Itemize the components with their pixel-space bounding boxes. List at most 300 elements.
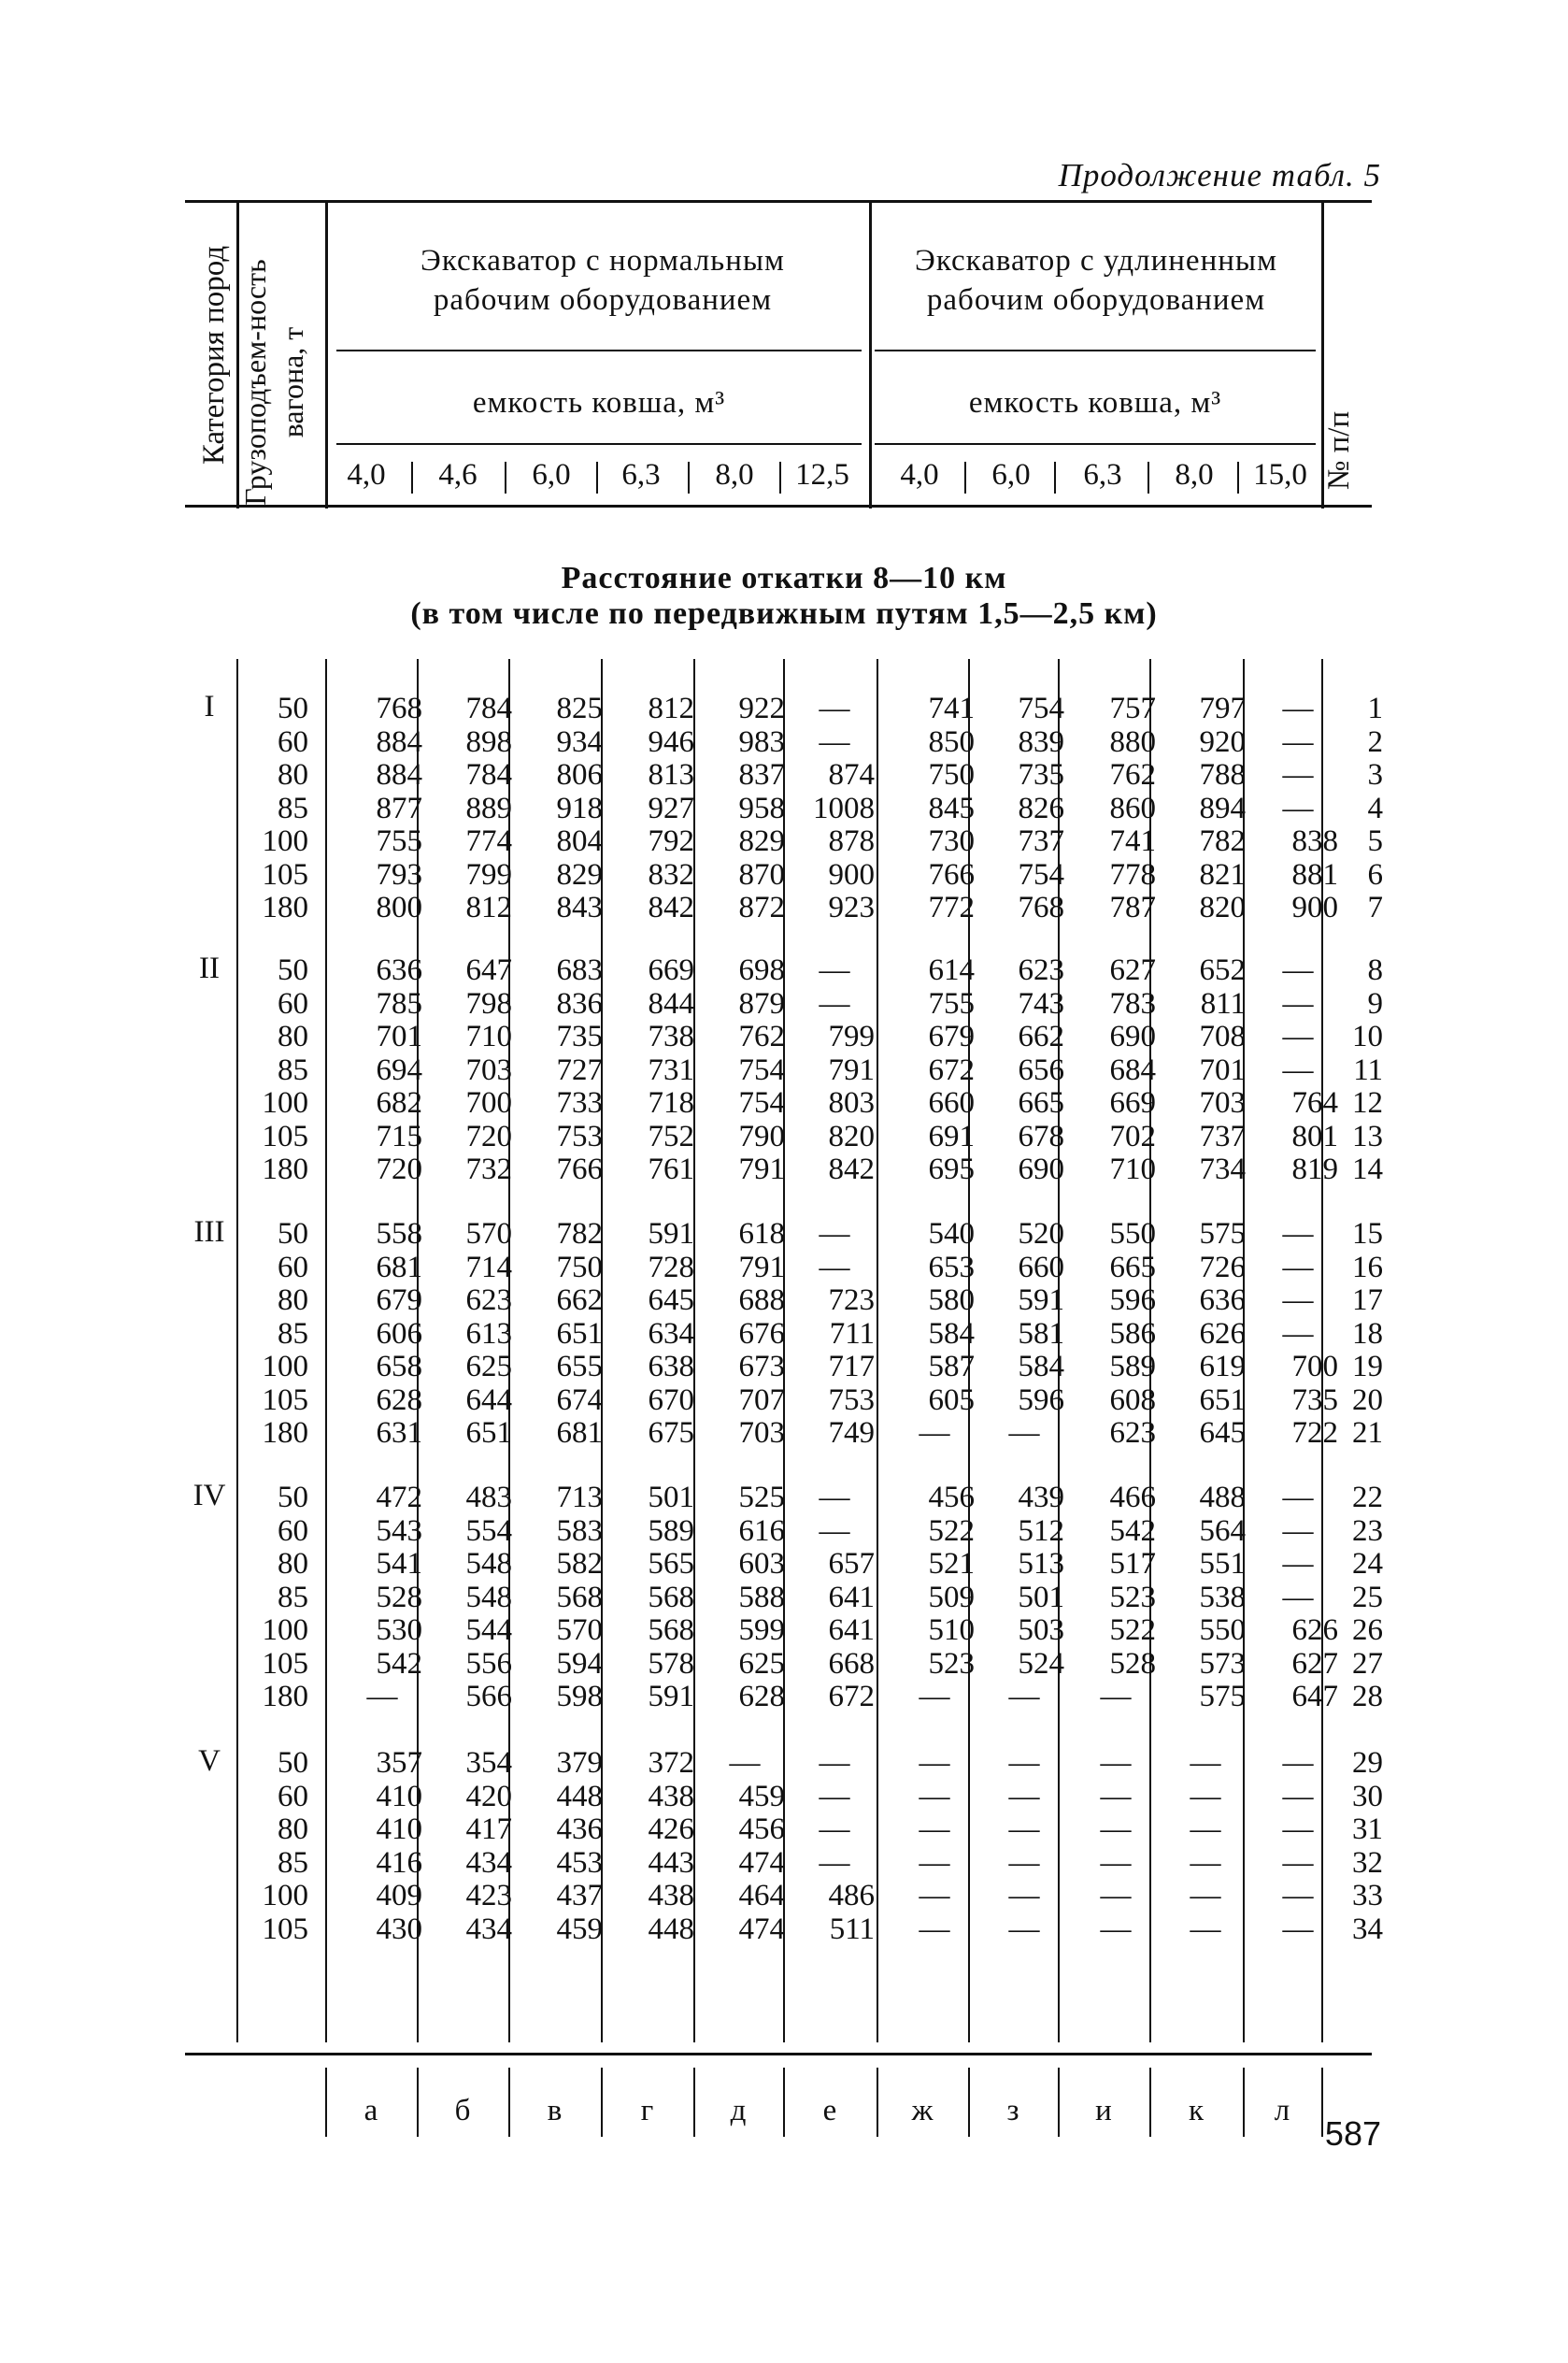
capacity-cell: 50 <box>278 692 308 725</box>
row-number-cell: 17 <box>1352 1283 1383 1317</box>
value-cell: — <box>1100 1680 1132 1713</box>
value-cell: 466 <box>1109 1481 1156 1514</box>
value-cell: — <box>819 1846 850 1880</box>
value-cell: — <box>1282 1217 1314 1251</box>
value-cell: 372 <box>648 1746 694 1780</box>
footer-divider <box>601 2068 603 2137</box>
footer-divider <box>877 2068 878 2137</box>
value-cell: 564 <box>1199 1514 1246 1548</box>
value-cell: 354 <box>465 1746 512 1780</box>
category-label: III <box>193 1215 225 1249</box>
value-cell: — <box>1282 1481 1314 1514</box>
value-cell: 488 <box>1199 1481 1246 1514</box>
category-label: V <box>198 1744 221 1778</box>
bucket-volume-extended: 6,3 <box>1083 458 1122 492</box>
value-cell: 524 <box>1018 1647 1064 1681</box>
column-rule <box>325 659 327 2042</box>
capacity-cell: 85 <box>278 1317 308 1351</box>
value-cell: 627 <box>1109 953 1156 987</box>
footer-column-letter: е <box>822 2094 837 2127</box>
value-cell: 410 <box>376 1780 422 1813</box>
value-cell: 568 <box>556 1581 603 1614</box>
footer-divider <box>968 2068 970 2137</box>
value-cell: 645 <box>648 1283 694 1317</box>
value-cell: 843 <box>556 891 603 924</box>
value-cell: 580 <box>928 1283 975 1317</box>
value-cell: 439 <box>1018 1481 1064 1514</box>
value-cell: 672 <box>828 1680 875 1713</box>
value-cell: 410 <box>376 1812 422 1846</box>
value-cell: 645 <box>1199 1416 1246 1450</box>
value-cell: 701 <box>376 1020 422 1053</box>
value-cell: 438 <box>648 1879 694 1912</box>
bucket-volume-extended: 15,0 <box>1253 458 1307 492</box>
row-number-cell: 1 <box>1367 692 1383 725</box>
bucket-volume-extended: 4,0 <box>900 458 939 492</box>
value-cell: 880 <box>1109 725 1156 759</box>
row-number-cell: 27 <box>1352 1647 1383 1681</box>
value-cell: 618 <box>738 1217 785 1251</box>
value-cell: 690 <box>1018 1153 1064 1186</box>
value-cell: 983 <box>738 725 785 759</box>
value-cell: 898 <box>465 725 512 759</box>
value-cell: 651 <box>1199 1383 1246 1417</box>
value-cell: 755 <box>928 987 975 1021</box>
value-cell: 603 <box>738 1547 785 1581</box>
header-divider <box>869 200 872 508</box>
value-cell: 670 <box>648 1383 694 1417</box>
value-cell: 799 <box>465 858 512 892</box>
capacity-cell: 80 <box>278 1020 308 1053</box>
bucket-volume-normal: 8,0 <box>715 458 754 492</box>
value-cell: 584 <box>1018 1350 1064 1383</box>
row-number-cell: 30 <box>1352 1780 1383 1813</box>
value-cell: — <box>1282 1912 1314 1946</box>
value-cell: 801 <box>1291 1120 1338 1153</box>
value-cell: 459 <box>738 1780 785 1813</box>
value-cell: — <box>1282 758 1314 792</box>
value-cell: 691 <box>928 1120 975 1153</box>
value-cell: 820 <box>1199 891 1246 924</box>
value-cell: 735 <box>1018 758 1064 792</box>
value-cell: — <box>1190 1846 1221 1880</box>
page-number: 587 <box>1324 2114 1381 2153</box>
value-cell: 784 <box>465 692 512 725</box>
row-number-cell: 3 <box>1367 758 1383 792</box>
value-cell: — <box>919 1416 950 1450</box>
value-cell: 700 <box>465 1086 512 1120</box>
row-number-cell: 22 <box>1352 1481 1383 1514</box>
value-cell: 766 <box>928 858 975 892</box>
normal-group-header: Экскаватор с нормальным рабочим оборудованием <box>421 244 785 317</box>
value-cell: 513 <box>1018 1547 1064 1581</box>
value-cell: 782 <box>1199 824 1246 858</box>
value-cell: 894 <box>1199 792 1246 825</box>
value-cell: 877 <box>376 792 422 825</box>
header-bottom-rule <box>185 505 1372 508</box>
value-cell: 423 <box>465 1879 512 1912</box>
capacity-cell: 105 <box>262 1383 308 1417</box>
value-cell: — <box>919 1746 950 1780</box>
value-cell: — <box>1100 1846 1132 1880</box>
value-cell: — <box>919 1846 950 1880</box>
value-cell: — <box>1190 1879 1221 1912</box>
value-cell: 456 <box>928 1481 975 1514</box>
continuation-label: Продолжение табл. 5 <box>1058 157 1381 193</box>
group-rule <box>875 350 1316 351</box>
row-number-cell: 8 <box>1367 953 1383 987</box>
value-cell: 626 <box>1291 1613 1338 1647</box>
capacity-cell: 80 <box>278 758 308 792</box>
value-cell: 732 <box>465 1153 512 1186</box>
value-cell: — <box>1008 1780 1040 1813</box>
capacity-header: Грузоподъем-ность вагона, т <box>238 259 309 506</box>
row-number-cell: 4 <box>1367 792 1383 825</box>
value-cell: 474 <box>738 1846 785 1880</box>
value-cell: 753 <box>556 1120 603 1153</box>
value-cell: — <box>1100 1912 1132 1946</box>
value-cell: — <box>1282 1053 1314 1087</box>
value-cell: 472 <box>376 1481 422 1514</box>
value-cell: 832 <box>648 858 694 892</box>
volume-tick <box>505 462 506 494</box>
value-cell: 792 <box>648 824 694 858</box>
value-cell: 631 <box>376 1416 422 1450</box>
value-cell: 958 <box>738 792 785 825</box>
footer-divider <box>417 2068 419 2137</box>
value-cell: 679 <box>928 1020 975 1053</box>
value-cell: 675 <box>648 1416 694 1450</box>
value-cell: 860 <box>1109 792 1156 825</box>
value-cell: 812 <box>648 692 694 725</box>
value-cell: 575 <box>1199 1217 1246 1251</box>
value-cell: 509 <box>928 1581 975 1614</box>
value-cell: — <box>819 987 850 1021</box>
value-cell: 714 <box>465 1251 512 1284</box>
value-cell: 845 <box>928 792 975 825</box>
value-cell: — <box>1100 1780 1132 1813</box>
value-cell: 837 <box>738 758 785 792</box>
value-cell: 701 <box>1199 1053 1246 1087</box>
value-cell: 934 <box>556 725 603 759</box>
value-cell: 581 <box>1018 1317 1064 1351</box>
value-cell: 662 <box>556 1283 603 1317</box>
value-cell: 836 <box>556 987 603 1021</box>
value-cell: — <box>1100 1746 1132 1780</box>
value-cell: 879 <box>738 987 785 1021</box>
value-cell: 684 <box>1109 1053 1156 1087</box>
category-label: I <box>204 690 215 723</box>
value-cell: 737 <box>1199 1120 1246 1153</box>
capacity-cell: 50 <box>278 1481 308 1514</box>
value-cell: 464 <box>738 1879 785 1912</box>
value-cell: 426 <box>648 1812 694 1846</box>
value-cell: 551 <box>1199 1547 1246 1581</box>
value-cell: — <box>1008 1879 1040 1912</box>
value-cell: 672 <box>928 1053 975 1087</box>
value-cell: — <box>1282 1780 1314 1813</box>
value-cell: — <box>819 1746 850 1780</box>
value-cell: 1008 <box>813 792 875 825</box>
value-cell: 927 <box>648 792 694 825</box>
bucket-volume-normal: 6,3 <box>621 458 661 492</box>
capacity-cell: 105 <box>262 1912 308 1946</box>
capacity-cell: 105 <box>262 858 308 892</box>
value-cell: 703 <box>1199 1086 1246 1120</box>
value-cell: 839 <box>1018 725 1064 759</box>
capacity-cell: 50 <box>278 1746 308 1780</box>
value-cell: — <box>1190 1812 1221 1846</box>
capacity-cell: 100 <box>262 824 308 858</box>
value-cell: 647 <box>465 953 512 987</box>
row-number-cell: 15 <box>1352 1217 1383 1251</box>
footer-divider <box>1321 2068 1323 2137</box>
value-cell: 785 <box>376 987 422 1021</box>
footer-column-letter: а <box>363 2094 378 2127</box>
value-cell: 544 <box>465 1613 512 1647</box>
value-cell: 660 <box>928 1086 975 1120</box>
value-cell: 660 <box>1018 1251 1064 1284</box>
value-cell: 726 <box>1199 1251 1246 1284</box>
value-cell: — <box>819 1514 850 1548</box>
value-cell: 752 <box>648 1120 694 1153</box>
value-cell: 523 <box>1109 1581 1156 1614</box>
value-cell: 702 <box>1109 1120 1156 1153</box>
value-cell: 738 <box>648 1020 694 1053</box>
value-cell: 575 <box>1199 1680 1246 1713</box>
value-cell: 768 <box>1018 891 1064 924</box>
footer-divider <box>508 2068 510 2137</box>
row-number-cell: 16 <box>1352 1251 1383 1284</box>
footer-rule <box>185 2053 1372 2055</box>
row-number-cell: 12 <box>1352 1086 1383 1120</box>
value-cell: 733 <box>556 1086 603 1120</box>
row-number-cell: 23 <box>1352 1514 1383 1548</box>
value-cell: 653 <box>928 1251 975 1284</box>
row-number-cell: 2 <box>1367 725 1383 759</box>
value-cell: 409 <box>376 1879 422 1912</box>
value-cell: 434 <box>465 1912 512 1946</box>
footer-column-letter: д <box>730 2094 747 2127</box>
value-cell: 878 <box>828 824 875 858</box>
footer-column-letter: к <box>1188 2094 1205 2127</box>
capacity-cell: 85 <box>278 792 308 825</box>
value-cell: 438 <box>648 1780 694 1813</box>
value-cell: 788 <box>1199 758 1246 792</box>
value-cell: 596 <box>1109 1283 1156 1317</box>
value-cell: 683 <box>556 953 603 987</box>
value-cell: — <box>1190 1780 1221 1813</box>
value-cell: 598 <box>556 1680 603 1713</box>
value-cell: 434 <box>465 1846 512 1880</box>
volume-tick <box>411 462 413 494</box>
value-cell: 727 <box>556 1053 603 1087</box>
value-cell: 766 <box>556 1153 603 1186</box>
value-cell: 453 <box>556 1846 603 1880</box>
value-cell: 655 <box>556 1350 603 1383</box>
footer-divider <box>783 2068 785 2137</box>
value-cell: 543 <box>376 1514 422 1548</box>
value-cell: 811 <box>1200 987 1246 1021</box>
row-number-cell: 6 <box>1367 858 1383 892</box>
value-cell: 784 <box>465 758 512 792</box>
value-cell: 790 <box>738 1120 785 1153</box>
value-cell: 521 <box>928 1547 975 1581</box>
value-cell: 826 <box>1018 792 1064 825</box>
value-cell: 881 <box>1291 858 1338 892</box>
row-number-cell: 31 <box>1352 1812 1383 1846</box>
value-cell: — <box>1282 1746 1314 1780</box>
bucket-volume-extended: 6,0 <box>991 458 1031 492</box>
value-cell: 703 <box>465 1053 512 1087</box>
value-cell: 628 <box>738 1680 785 1713</box>
value-cell: 420 <box>465 1780 512 1813</box>
bucket-volume-normal: 4,6 <box>438 458 478 492</box>
value-cell: 918 <box>556 792 603 825</box>
value-cell: 443 <box>648 1846 694 1880</box>
volume-tick <box>1237 462 1239 494</box>
value-cell: 884 <box>376 725 422 759</box>
value-cell: 749 <box>828 1416 875 1450</box>
value-cell: 711 <box>829 1317 875 1351</box>
value-cell: 528 <box>1109 1647 1156 1681</box>
row-number-cell: 14 <box>1352 1153 1383 1186</box>
value-cell: 700 <box>1291 1350 1338 1383</box>
footer-column-letter: з <box>1006 2094 1019 2127</box>
value-cell: 674 <box>556 1383 603 1417</box>
value-cell: 737 <box>1018 824 1064 858</box>
value-cell: 688 <box>738 1283 785 1317</box>
value-cell: — <box>1282 1812 1314 1846</box>
value-cell: 627 <box>1291 1647 1338 1681</box>
value-cell: 512 <box>1018 1514 1064 1548</box>
row-number-cell: 5 <box>1367 824 1383 858</box>
value-cell: 647 <box>1291 1680 1338 1713</box>
value-cell: 525 <box>738 1481 785 1514</box>
value-cell: 829 <box>738 824 785 858</box>
value-cell: 825 <box>556 692 603 725</box>
value-cell: 583 <box>556 1514 603 1548</box>
value-cell: 728 <box>648 1251 694 1284</box>
value-cell: 754 <box>1018 858 1064 892</box>
value-cell: 591 <box>648 1680 694 1713</box>
value-cell: 678 <box>1018 1120 1064 1153</box>
value-cell: 782 <box>556 1217 603 1251</box>
value-cell: 641 <box>828 1613 875 1647</box>
extended-group-header: Экскаватор с удлиненным рабочим оборудованием <box>915 244 1277 317</box>
value-cell: 511 <box>829 1912 875 1946</box>
value-cell: 754 <box>738 1053 785 1087</box>
row-number-cell: 7 <box>1367 891 1383 924</box>
value-cell: 591 <box>648 1217 694 1251</box>
capacity-cell: 100 <box>262 1613 308 1647</box>
row-number-cell: 18 <box>1352 1317 1383 1351</box>
footer-divider <box>1058 2068 1060 2137</box>
value-cell: 665 <box>1018 1086 1064 1120</box>
value-cell: — <box>366 1680 398 1713</box>
value-cell: 588 <box>738 1581 785 1614</box>
capacity-cell: 80 <box>278 1812 308 1846</box>
value-cell: 522 <box>1109 1613 1156 1647</box>
value-cell: 379 <box>556 1746 603 1780</box>
value-cell: 528 <box>376 1581 422 1614</box>
value-cell: 541 <box>376 1547 422 1581</box>
value-cell: 717 <box>828 1350 875 1383</box>
value-cell: 750 <box>556 1251 603 1284</box>
value-cell: — <box>819 1481 850 1514</box>
value-cell: — <box>1008 1912 1040 1946</box>
value-cell: 735 <box>556 1020 603 1053</box>
value-cell: 806 <box>556 758 603 792</box>
value-cell: — <box>819 1251 850 1284</box>
value-cell: 558 <box>376 1217 422 1251</box>
value-cell: 804 <box>556 824 603 858</box>
value-cell: 565 <box>648 1547 694 1581</box>
value-cell: 596 <box>1018 1383 1064 1417</box>
bucket-label-normal: емкость ковша, м³ <box>472 386 726 420</box>
value-cell: 768 <box>376 692 422 725</box>
value-cell: 800 <box>376 891 422 924</box>
section-title: Расстояние откатки 8—10 км <box>561 561 1007 595</box>
value-cell: 566 <box>465 1680 512 1713</box>
value-cell: 821 <box>1199 858 1246 892</box>
value-cell: 755 <box>376 824 422 858</box>
volume-tick <box>596 462 598 494</box>
capacity-cell: 60 <box>278 1514 308 1548</box>
capacity-cell: 105 <box>262 1647 308 1681</box>
value-cell: 568 <box>648 1613 694 1647</box>
volume-tick <box>779 462 781 494</box>
capacity-cell: 100 <box>262 1879 308 1912</box>
value-cell: — <box>919 1812 950 1846</box>
footer-column-letter: ж <box>911 2094 934 2127</box>
value-cell: 900 <box>1291 891 1338 924</box>
value-cell: 523 <box>928 1647 975 1681</box>
value-cell: — <box>1282 692 1314 725</box>
value-cell: — <box>1008 1680 1040 1713</box>
value-cell: 791 <box>738 1251 785 1284</box>
value-cell: 673 <box>738 1350 785 1383</box>
capacity-cell: 180 <box>262 891 308 924</box>
value-cell: 774 <box>465 824 512 858</box>
value-cell: — <box>1282 1317 1314 1351</box>
value-cell: — <box>1282 1020 1314 1053</box>
value-cell: 754 <box>738 1086 785 1120</box>
footer-column-letter: б <box>454 2094 471 2127</box>
value-cell: 798 <box>465 987 512 1021</box>
value-cell: 623 <box>1018 953 1064 987</box>
value-cell: 520 <box>1018 1217 1064 1251</box>
row-number-cell: 20 <box>1352 1383 1383 1417</box>
value-cell: 870 <box>738 858 785 892</box>
value-cell: 762 <box>738 1020 785 1053</box>
value-cell: 772 <box>928 891 975 924</box>
capacity-cell: 180 <box>262 1416 308 1450</box>
bucket-label-extended: емкость ковша, м³ <box>968 386 1222 420</box>
row-number-cell: 32 <box>1352 1846 1383 1880</box>
value-cell: 584 <box>928 1317 975 1351</box>
value-cell: 625 <box>465 1350 512 1383</box>
value-cell: 676 <box>738 1317 785 1351</box>
value-cell: 874 <box>828 758 875 792</box>
value-cell: 872 <box>738 891 785 924</box>
value-cell: 626 <box>1199 1317 1246 1351</box>
value-cell: 799 <box>828 1020 875 1053</box>
value-cell: 657 <box>828 1547 875 1581</box>
category-label: IV <box>192 1479 226 1512</box>
row-number-cell: 9 <box>1367 987 1383 1021</box>
value-cell: 459 <box>556 1912 603 1946</box>
